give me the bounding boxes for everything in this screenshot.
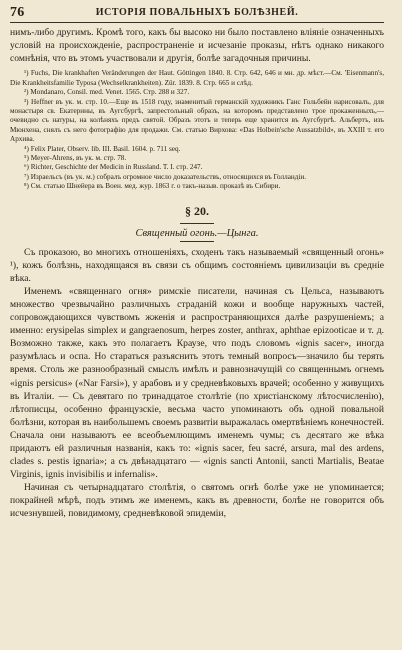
running-title: ИСТОРІЯ ПОВАЛЬНЫХЪ БОЛѢЗНЕЙ.	[95, 7, 299, 18]
footnote-3: ³) Heffner въ ук. м. стр. 10.—Еще въ 1518 году, знаменитый германскій художникъ Ганс Гольбейн нарисовалъ, для монастыря св. Екатерины, въ Аугсбургѣ, запрестольный образъ, на которомъ представлено трое прокаженныхъ,—очевидно съ натуры, на колѣняхъ предъ святой. Образъ этотъ и теперь еще хранится въ Аугсбургѣ. Альбертъ, изъ Мюнхена, снялъ съ него фотографію для продажи. См. статью Вирхова: «Das Holbein'sche Aussatzbild», въ XXIII т. его Архива.	[10, 97, 384, 144]
footnote-8: ⁸) См. статью Шнейера въ Воен. мед. жур. 1863 г. о такъ-назыв. проказѣ въ Сибири.	[24, 182, 281, 191]
footnote-1: ¹) Fuchs, Die krankhaften Veränderungen der Haut. Göttingen 1840. 8. Стр. 642, 646 и мн. др. мѣст.—См. 'Eisenmann's, Die Krankheitsfamilie Typosa (Wechselkrankheiten). Zür. 1839. 8. Стр. 665 и слѣд.	[10, 69, 384, 87]
section-title: Священный огонь.—Цынга.	[135, 227, 259, 239]
body-paragraph: Начиная съ четырнадцатаго столѣтія, о святомъ огнѣ болѣе уже не упоминается; покрайней мѣрѣ, подъ этимъ же именемъ, какъ въ древности, болѣе не говорится объ исчезнувшей, повидимому, средневѣковой эпидеміи,	[10, 482, 384, 520]
section-rule	[180, 223, 214, 224]
page-number: 76	[10, 5, 25, 20]
body-paragraph: Съ проказою, во многихъ отношеніяхъ, сходенъ такъ называемый «священный огонь» ¹), кожъ болѣзнь, находящаяся въ связи съ общимъ состояніемъ цивилизаціи въ средніе вѣка.	[10, 246, 384, 284]
footnote-7: ⁷) Израельсъ (въ ук. м.) собралъ огромное число доказательствъ, относящихся въ Голландіи.	[24, 172, 307, 181]
section-number: § 20.	[185, 203, 209, 218]
footnotes	[10, 69, 384, 191]
intro-paragraph: нимъ-либо другимъ. Кромѣ того, какъ бы высоко ни было поставлено вліяніе означенныхъ условій на происхожденіе, распространеніе и исчезаніе проказы, нѣтъ однако никакого сомнѣнія, что въ этомъ участвовали и другія, болѣе загадочныя причины.	[10, 27, 384, 65]
footnote-4: ⁴) Felix Plater, Observ. lib. III. Basil. 1604. p. 711 seq.	[24, 144, 181, 153]
header-rule	[10, 22, 384, 23]
section-title-rule	[180, 241, 214, 242]
body-paragraph: Именемъ «священнаго огня» римскіе писатели, начиная съ Цельса, называютъ множество чрезвычайно различныхъ страданій кожи и вообще наружныхъ частей, сопровождающихся чувствомъ жженія и распространяющихся далѣе разрушеніемъ; а именно: erysipelas simplex и gangraenosum, herpes zoster, anthrax, aphthae epizooticae и т. д. Возможно также, какъ это полагаетъ Краузе, что подъ словомъ «ignis sacer», иногда разумѣлась и оспа. Но стараться разъяснить этотъ темный вопросъ—значило бы терять время. Столь же разнообразный смыслъ имѣлъ и равнозначущій со священнымъ огнемъ «ignis persicus» («Nar Farsi»), у арабовъ и у средневѣковыхъ врачей; особенно у живущихъ въ Италіи. — Съ девятаго по тринадцатое столѣтіе (по христіанскому лѣтосчисленію), лѣтописцы, особенно французскіе, весьма часто упоминаютъ объ одной повальной болѣзни, которая въ наибольшемъ своемъ развитіи выражалась омертвѣніемъ конечностей. Сначала они называютъ ее всеобъемлющимъ именемъ чумы; съ десятаго же вѣка придаютъ ей различныя названія, какъ то: «ignis sacer, feu sacré, arsura, mal des ardens, clades s. pestis ignaria»; а съ двѣнадцатаго — «ignis sancti Antonii, sancti Martialis, Beatae Virginis, ignis invisibilis и infernalis».	[10, 285, 384, 481]
footnote-6: ⁶) Richter, Geschichte der Medicin in Russland. T. I. стр. 247.	[24, 163, 203, 172]
footnote-5: ⁵) Meyer-Ahrens, въ ук. м. стр. 78.	[24, 153, 127, 162]
page-header	[10, 4, 384, 22]
footnote-2: ²) Mondanaro, Consil. med. Venet. 1565. Стр. 288 и 327.	[24, 88, 190, 97]
